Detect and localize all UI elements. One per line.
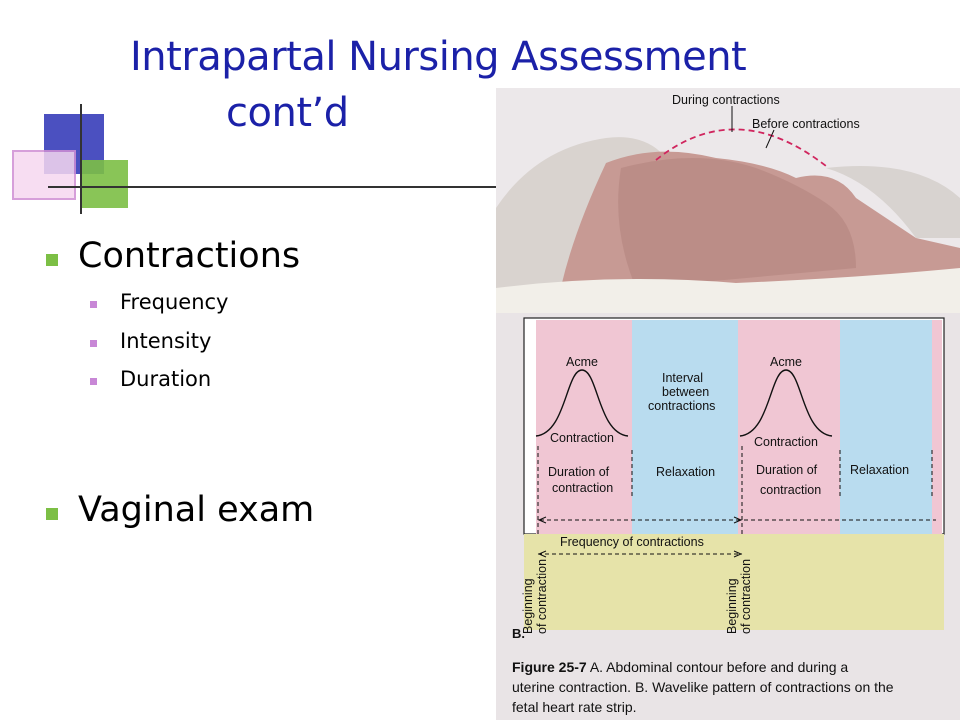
label-beginning-1b: of contraction — [535, 558, 549, 634]
sub-bullet-marker — [90, 301, 97, 308]
figure-caption-line2: uterine contraction. B. Wavelike pattern of contractions on the — [512, 679, 894, 695]
label-frequency: Frequency of contractions — [560, 535, 704, 549]
label-interval-3: contractions — [648, 399, 716, 413]
slide-title-line2: cont’d — [226, 90, 349, 136]
label-part-b: B. — [512, 626, 525, 641]
label-duration-2b: contraction — [760, 483, 822, 497]
figure-caption-line3: fetal heart rate strip. — [512, 699, 637, 715]
label-duration-2a: Duration of — [756, 463, 818, 477]
bullet-vaginal-exam: Vaginal exam — [78, 490, 315, 530]
bullet-marker — [46, 508, 58, 520]
label-acme-1: Acme — [566, 355, 598, 369]
label-beginning-2b: of contraction — [739, 558, 753, 634]
caption-figure-number: Figure 25-7 — [512, 659, 587, 675]
abdomen-photo — [496, 88, 960, 313]
label-acme-2: Acme — [770, 355, 802, 369]
bullet-marker — [46, 254, 58, 266]
figure-caption-line1 — [512, 659, 848, 675]
label-contraction-1: Contraction — [550, 431, 614, 445]
label-beginning-1a: Beginning — [521, 578, 535, 634]
bullet-contractions: Contractions — [78, 236, 301, 276]
label-relaxation-1: Relaxation — [656, 465, 716, 479]
caption-text-1: A. Abdominal contour before and during a — [586, 659, 849, 675]
textbook-figure — [496, 88, 960, 720]
decor-pink-square — [12, 150, 76, 200]
label-beginning-2a: Beginning — [725, 578, 739, 634]
label-interval-2: between — [662, 385, 710, 399]
decor-horizontal-line — [48, 186, 500, 188]
decor-vertical-line — [80, 104, 82, 214]
label-contraction-2: Contraction — [754, 435, 818, 449]
label-interval-1: Interval — [662, 371, 703, 385]
slide-title-line1: Intrapartal Nursing Assessment — [130, 34, 747, 80]
sub-bullet-duration: Duration — [120, 367, 212, 391]
label-during-contractions: During contractions — [672, 93, 780, 107]
sub-bullet-intensity: Intensity — [120, 329, 212, 353]
sub-bullet-marker — [90, 340, 97, 347]
figure-svg — [496, 88, 960, 720]
label-before-contractions: Before contractions — [752, 117, 860, 131]
sub-bullet-frequency: Frequency — [120, 290, 229, 314]
label-duration-1a: Duration of — [548, 465, 610, 479]
decor-green-square — [80, 160, 128, 208]
sub-bullet-marker — [90, 378, 97, 385]
label-duration-1b: contraction — [552, 481, 614, 495]
label-relaxation-2: Relaxation — [850, 463, 910, 477]
